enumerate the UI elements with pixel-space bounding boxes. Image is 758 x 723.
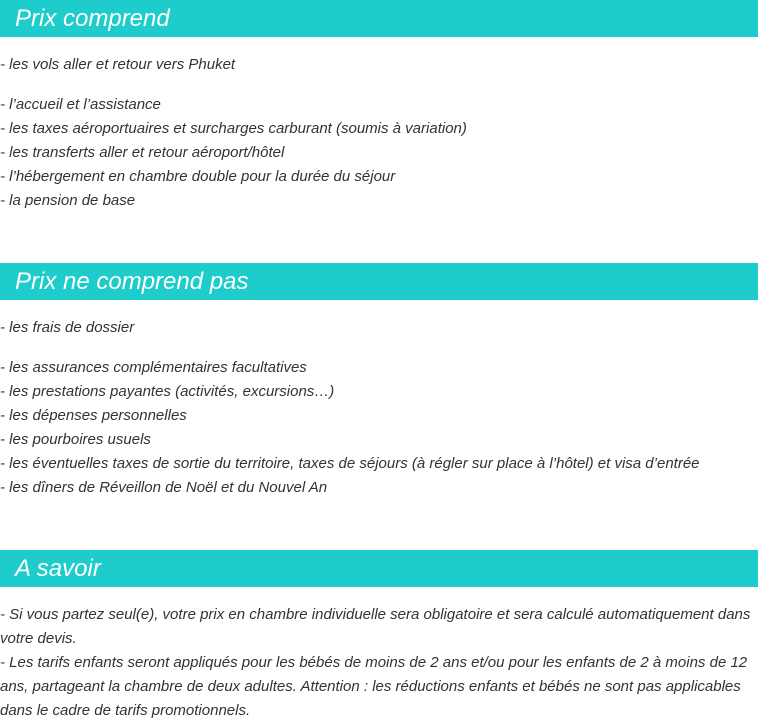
list-item: - les assurances complémentaires facultatives	[0, 359, 307, 376]
list-item: - les dépenses personnelles	[0, 407, 187, 424]
info-paragraph: - Si vous partez seul(e), votre prix en chambre individuelle sera obligatoire et sera calculé automatiquement dans votre devis.	[0, 606, 751, 647]
list-item: - la pension de base	[0, 192, 136, 209]
list-item: - les prestations payantes (activités, excursions…)	[0, 383, 335, 400]
section-title: A savoir	[15, 555, 101, 582]
info-paragraphs	[0, 603, 756, 723]
excluded-list	[0, 316, 756, 500]
list-item: - les dîners de Réveillon de Noël et du Nouvel An	[0, 479, 328, 496]
section-title: Prix ne comprend pas	[15, 268, 249, 295]
list-item: - l’hébergement en chambre double pour la durée du séjour	[0, 168, 396, 185]
list-item: - l’accueil et l’assistance	[0, 96, 161, 113]
list-item: - les pourboires usuels	[0, 431, 151, 448]
section-title: Prix comprend	[15, 5, 170, 32]
list-item: - les frais de dossier	[0, 319, 135, 336]
section-header-prix-ne-comprend-pas	[0, 263, 758, 300]
section-header-prix-comprend	[0, 0, 758, 37]
list-item: - les vols aller et retour vers Phuket	[0, 56, 236, 73]
list-item: - les taxes aéroportuaires et surcharges carburant (soumis à variation)	[0, 120, 467, 137]
list-item: - les transferts aller et retour aéroport/hôtel	[0, 144, 285, 161]
section-header-a-savoir	[0, 550, 758, 587]
included-list	[0, 53, 756, 213]
list-item: - les éventuelles taxes de sortie du territoire, taxes de séjours (à régler sur place à l’hôtel) et visa d’entrée	[0, 455, 700, 472]
info-paragraph: - Les tarifs enfants seront appliqués pour les bébés de moins de 2 ans et/ou pour les enfants de 2 à moins de 12 ans, partageant la chambre de deux adultes. Attention : les réductions enfants et bébés ne sont pas applicables dans le cadre de tarifs promotionnels.	[0, 654, 748, 719]
